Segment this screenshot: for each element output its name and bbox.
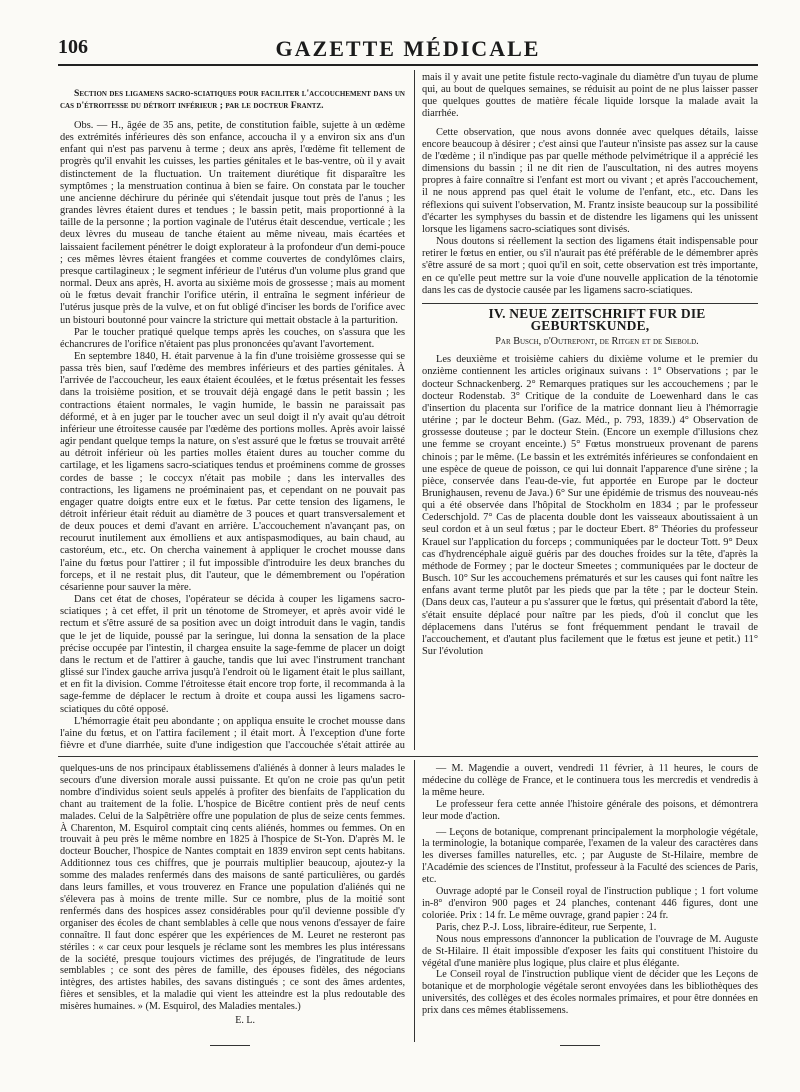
page-number: 106 [58,36,88,58]
paragraph: Par le toucher pratiqué quelque temps après les couches, on s'assura que les échancrures de l'orifice n'étaient pas plus prononcées qu'avant l'avortement. [60,326,405,350]
article-title: Section des ligamens sacro-sciatiques pour faciliter l'accouchement dans un cas d'étroitesse du détroit inférieur ; par le docteur Frantz. [60,88,405,111]
right-column [422,72,758,752]
section-divider [58,756,758,757]
journal-title: GAZETTE MÉDICALE [275,36,541,61]
section-rule [422,303,758,304]
paragraph: Nous nous empressons d'annoncer la publication de l'ouvrage de M. Auguste de St-Hilaire. Il était impossible d'exposer les faits qui constituent l'histoire du végétal d'une manière plus logique, plus claire et plus élégante. [422,933,758,969]
signature: E. L. [235,1015,255,1027]
paragraph: L'hémorragie était peu abondante ; on appliqua ensuite le crochet mousse dans l'aine du fœtus, et on l'attira facilement ; il était mort. À l'exception d'une forte fièvre et d'une diarrhée, suite d'une indigestion que l'accouchée s'était attirée au [60,715,405,751]
paragraph: Dans cet état de choses, l'opérateur se décida à couper les ligamens sacro-sciatiques ; à cet effet, il prit un ténotome de Stromeyer, et après avoir vidé le rectum et s'être assuré de sa position avec un doigt introduit dans le vagin, tandis que le jet de liquide, poussé par la seringue, lui donna la sensation de la place précise occupée par l'intestin, il chargea ensuite la sage-femme de placer un doigt dans le rectum et de l'attirer à gauche, tandis que lui avec l'instrument tranchant glissé sur l'index gauche arriva jusqu'à l'endroit où le ligament était le plus saillant, et en fit la division. Comme l'étroitesse était encore trop forte, il recommanda à la sage-femme de déplacer le rectum à droite et coupa aussi les ligamens sacro-sciatiques du côté opposé. [60,594,405,715]
page-header [58,34,758,66]
paragraph: Le professeur fera cette année l'histoire générale des poisons, et démontrera leur mode d'action. [422,798,758,822]
bottom-left-column [60,763,405,1053]
paragraph: Ouvrage adopté par le Conseil royal de l'instruction publique ; 1 fort volume in-8° d'environ 900 pages et 24 planches, contenant 446 figures, dont une coloriée. Prix : 14 fr. Le même ouvrage, grand papier : 24 fr. [422,886,758,921]
footer-rule-right [560,1045,600,1046]
left-column [60,72,405,752]
paragraph: Cette observation, que nous avons donnée avec quelques détails, laisse encore beaucoup à désirer ; c'est ainsi que l'auteur n'insiste pas assez sur la cause de l'œdème ; il n'indique pas par quelle méthode pelvimétrique il a apprécié les dimensions du bassin ; il ne dit rien de l'auscultation, ni des autres moyens propres à faire connaître si l'enfant est mort ou vivant ; et après l'accouchement, il ne nous apprend pas quel était le volume de l'enfant, etc., etc. Dans les réflexions qui suivent l'observation, M. Frantz insiste beaucoup sur la possibilité d'écarter les symphyses du bassin et de distendre les ligamens qui les unissent lorsque les ligamens sacro-sciatiques sont divisés. [422,126,758,235]
bottom-right-column [422,763,758,1053]
paragraph: Paris, chez P.-J. Loss, libraire-éditeur, rue Serpente, 1. [436,921,657,933]
paragraph: En septembre 1840, H. était parvenue à la fin d'une troisième grossesse qui se passa très bien, sauf l'œdème des membres inférieurs et des parties génitales. À l'arrivée de l'accoucheur, les eaux étaient écoulées, et le fœtus présentait les fesses dans la troisième position, et se trouvait déjà engagé dans le petit bassin ; les contractions étaient normales, le vagin humide, le bassin ne paraissait pas déformé, et à en juger par le toucher avec un seul doigt il n'y avait qu'au détroit inférieur une étroitesse causée par l'œdème des portions molles. Après avoir laissé agir pendant quelque temps la nature, on s'est assuré que le fœtus se trouvait arrêté au détroit inférieur où les parties molles étaient dures au toucher comme du cartilage, et les ligamens sacro-sciatiques tendus et proéminens comme de grosses cordes de basse ; le coccyx n'était pas mobile ; dans les intervalles des contractions, les ligamens ne proéminaient pas, et cependant on ne pouvait pas engager quatre doigts entre eux et le fœtus. Par cette tension des ligamens, le détroit inférieur était réduit au diamètre de 3 pouces et quart transversalement et de deux pouces et demi d'avant en arrière. L'accouchement n'avançant pas, on recourut inutilement aux émolliens et aux antispasmodiques, au bain chaud, au castoréum, etc., etc. On chercha vainement à appliquer le crochet mousse dans l'aine du fœtus pour l'attirer ; il fut impossible d'introduire les deux branches du forceps, et il ne restait plus, dit l'auteur, que le démembrement ou l'opération césarienne pour sauver la mère. [60,350,405,593]
byline: Par Busch, d'Outrepont, de Ritgen et de Siebold. [495,336,699,348]
section-heading: IV. NEUE ZEITSCHRIFT FUR DIE GEBURTSKUNDE, [488,305,706,333]
footer-rule-left [210,1045,250,1046]
column-divider-bottom [414,760,415,1042]
paragraph: mais il y avait une petite fistule recto-vaginale du diamètre d'un tuyau de plume qui, au bout de quelques semaines, se réduisit au point de ne plus laisser passer que quelques gouttes de matière fécale liquide lorsque la malade avait la diarrhée. [422,72,758,120]
paragraph: quelques-uns de nos principaux établissemens d'aliénés à donner à leurs malades le secours d'une diversion morale aussi puissante. Et qu'on ne croie pas qu'un petit nombre d'individus soient seuls appelés à profiter des bienfaits de l'application du chant au traitement de la folie. L'hospice de Bicêtre contient près de neuf cents malades. Celui de la Salpêtrière offre une population de plus de seize cents femmes. À Charenton, M. Esquirol comptait cinq cents aliénés, hommes ou femmes. On en trouvait à peu près le même nombre en 1825 à l'hospice de St-Yon. D'après M. le docteur Boucher, l'hospice de Nantes comptait en 1839 environ sept cents habitans. Additionnez tous ces chiffres, que je pourrais multiplier beaucoup, ajoutez-y la somme des malades renfermés dans des maisons de santé particulières, ou gardés dans leurs familles, et vous trouverez en France une population d'aliénés qui ne s'élevera pas à moins de trente mille. Sur ce nombre, plus de la moitié sont renfermés dans des hospices assez considérables pour qu'il devienne possible d'y organiser des écoles de chant semblables à celle que nous venons d'essayer de faire connaître. Il faut donc espérer que les expériences de M. Leuret ne resteront pas stériles : « car ceux pour lesquels je réclame sont les membres les plus intéressans de la société, presque toujours victimes des préjugés, de l'ingratitude de leurs semblables ; ce sont des pères de famille, des épouses fidèles, des négocians intègres, des artistes habiles, des savans distingués ; ce sont des âmes ardentes, fières et sensibles, et la maladie qui vient les atteindre est la plus redoutable des misères humaines. » (M. Esquirol, des Maladies mentales.) [60,763,405,1013]
column-divider-top [414,70,415,750]
paragraph: Nous doutons si réellement la section des ligamens était indispensable pour retirer le fœtus en entier, ou s'il n'aurait pas été préférable de le démembrer après s'être assuré de sa mort ; quoi qu'il en soit, cette observation est très importante, en ce qu'elle peut mettre sur la voie d'une nouvelle application de la ténotomie dans les cas de dystocie causée par les ligamens sacro-sciatiques. [422,236,758,296]
paragraph: Le Conseil royal de l'instruction publique vient de décider que les Leçons de botanique et de morphologie végétale seront envoyées dans les bibliothèques des universités, des collèges et des écoles normales primaires, et pour être données en prix dans ces mêmes établissemens. [422,969,758,1017]
paragraph: Obs. — H., âgée de 35 ans, petite, de constitution faible, sujette à un œdème des extrémités inférieures dès son enfance, accoucha il y a environ six ans d'un enfant qui n'est pas parvenu à terme ; deux ans après, l'œdème fit tellement de progrès qu'il envahit les cuisses, les parties génitales et le bas-ventre, où il y avait distinctement de la fluctuation. Un traitement diurétique fit disparaître les symptômes ; la menstruation continua à bien se faire. On constata par le toucher une ancienne déchirure du périnée qui s'étendait jusque tout près de l'anus ; les grandes lèvres étaient dures et tendues ; le bassin petit, mais proportionné à la taille de la personne ; la portion vaginale de l'utérus était descendue, verticale ; les deux lèvres du museau de tanche étaient au même niveau, mais écartées et laissaient facilement pénétrer le doigt explorateur à la profondeur d'un demi-pouce ; ces mêmes lèvres étaient frangées et comme couvertes de condylômes clairs, presque cartilagineux ; le segment inférieur de l'utérus d'un volume plus grand que normal. Deux ans après, H. avorta au sixième mois de grossesse ; mais au moment où le fœtus devait franchir l'orifice utérin, il entraîna le segment inférieur de l'utérus jusque près de la vulve, et on fut obligé d'inciser les bords de l'orifice avec un bistouri boutonné pour vaincre la stricture qui mettait obstacle à la parturition. [60,120,405,326]
paragraph: Les deuxième et troisième cahiers du dixième volume et le premier du onzième contiennent les articles originaux suivans : 1° Observations ; par le docteur Schnackenberg. 2° Remarques pratiques sur les accouchemens ; par le docteur Rodenstab. 3° Critique de la conduite de Loewenhard dans le cas d'insertion du placenta sur l'orifice de la matrice donnant lieu à l'hémorragie utérine ; par le docteur Behm. (Gaz. Méd., p. 793, 1839.) 4° Observation de grossesse douteuse ; par le docteur Stein. (Encore un exemple d'illusions chez une femme se croyant enceinte.) 5° Fœtus monstrueux provenant de parens chinois ; par le même. (Le bassin et les extrémités inférieures se confondaient en une espèce de queue de poisson, ce qui lui donnait l'apparence d'une sirène ; la pièce, conservée dans l'eau-de-vie, fut apportée en Europe par le docteur Brunighausen, revenu de Java.) 6° Sur une épidémie de trismus des nouveau-nés qui a été observée dans l'hôpital de Stockholm en 1834 ; par le professeur Cederschjold. 7° Cas de placenta double dont les vaisseaux aboutissaient à un seul cordon et à un seul fœtus ; par le docteur Ebert. 8° Théories du professeur Krauel sur l'application du forceps ; communiquées par le docteur Tott. 9° Deux cas d'hydrencéphale aiguë guéris par des douches froides sur la tête, d'après la méthode de Formey ; par le docteur Smeetes ; communiquées par le docteur de Busch. 10° Sur les accouchemens prématurés et sur les causes qui font naître les enfans avant terme plutôt par les pieds que par la tête ; par le docteur Stein. (Dans deux cas, l'auteur a pu s'assurer que le fœtus, qui présentait d'abord la tête, s'était ensuite déplacé pour naître par les pieds, d'où il conclut que les déplacemens dans l'utérus se font fréquemment pendant le travail de l'accouchement, et d'autant plus facilement que le fœtus est jeune et petit.) 11° Sur l'évolution [422,354,758,658]
paragraph: — Leçons de botanique, comprenant principalement la morphologie végétale, la terminologie, la botanique comparée, l'examen de la valeur des caractères dans les diverses familles naturelles, etc. ; par Auguste de St-Hilaire, membre de l'Académie des sciences de l'Institut, professeur à la Faculté des sciences de Paris, etc. [422,826,758,886]
paragraph: — M. Magendie a ouvert, vendredi 11 février, à 11 heures, le cours de médecine du collège de France, et le continuera tous les mercredis et vendredis à la même heure. [422,763,758,798]
